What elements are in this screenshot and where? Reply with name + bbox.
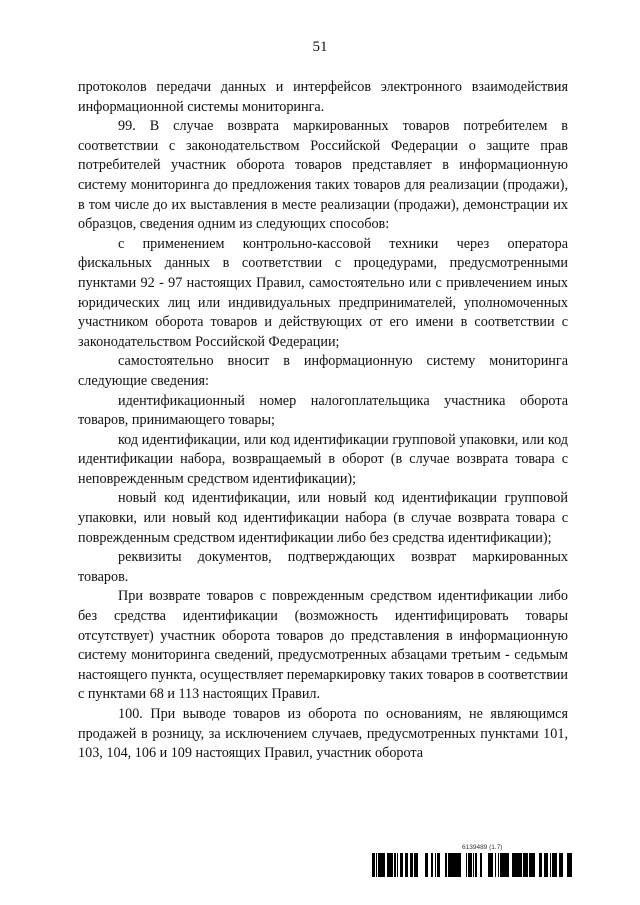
paragraph: реквизиты документов, подтверждающих возврат маркированных товаров.	[78, 549, 568, 585]
paragraph: код идентификации, или код идентификации групповой упаковки, или код идентификации набора, возвращаемый в оборот (в случае возврата товара с неповрежденным средством идентификации);	[78, 431, 568, 487]
paragraph: При возврате товаров с поврежденным средством идентификации либо без средства идентификации (возможность идентифицировать товары отсутствует) участник оборота товаров до представления в информационную систему мониторинга сведений, предусмотренных абзацами третьим - седьмым настоящего пункта, осуществляет перемаркировку таких товаров в соответствии с пунктами 68 и 113 настоящих Правил.	[78, 588, 568, 703]
paragraph: 100. При выводе товаров из оборота по основаниям, не являющимся продажей в розницу, за исключением случаев, предусмотренных пунктами 101, 103, 104, 106 и 109 настоящих Правил, участник оборота	[78, 706, 568, 762]
paragraph: новый код идентификации, или новый код идентификации групповой упаковки, или новый код идентификации набора (в случае возврата товара с поврежденным средством идентификации либо без средства идентификации);	[78, 490, 568, 546]
paragraph: протоколов передачи данных и интерфейсов электронного взаимодействия информационной системы мониторинга.	[78, 79, 568, 115]
paragraph: с применением контрольно-кассовой техники через оператора фискальных данных в соответствии с процедурами, предусмотренными пунктами 92 - 97 настоящих Правил, самостоятельно или с привлечением иных юридических лиц или индивидуальных предпринимателей, уполномоченных участником оборота товаров и действующих от его имени в соответствии с законодательством Российской Федерации;	[78, 235, 568, 350]
paragraph: 99. В случае возврата маркированных товаров потребителем в соответствии с законодательством Российской Федерации о защите прав потребителей участник оборота товаров представляет в информационную систему мониторинга до предложения таких товаров для реализации (продажи), в том числе до их выставления в месте реализации (продажи), демонстрации их образцов, сведения одним из следующих способов:	[78, 118, 568, 233]
barcode-image	[372, 853, 572, 877]
paragraph: самостоятельно вносит в информационную систему мониторинга следующие сведения:	[78, 353, 568, 389]
page-number: 51	[312, 39, 328, 55]
paragraph: идентификационный номер налогоплательщика участника оборота товаров, принимающего товары;	[78, 392, 568, 429]
document-body	[78, 78, 568, 764]
document-code: 6139489 (1.7)	[462, 844, 503, 851]
